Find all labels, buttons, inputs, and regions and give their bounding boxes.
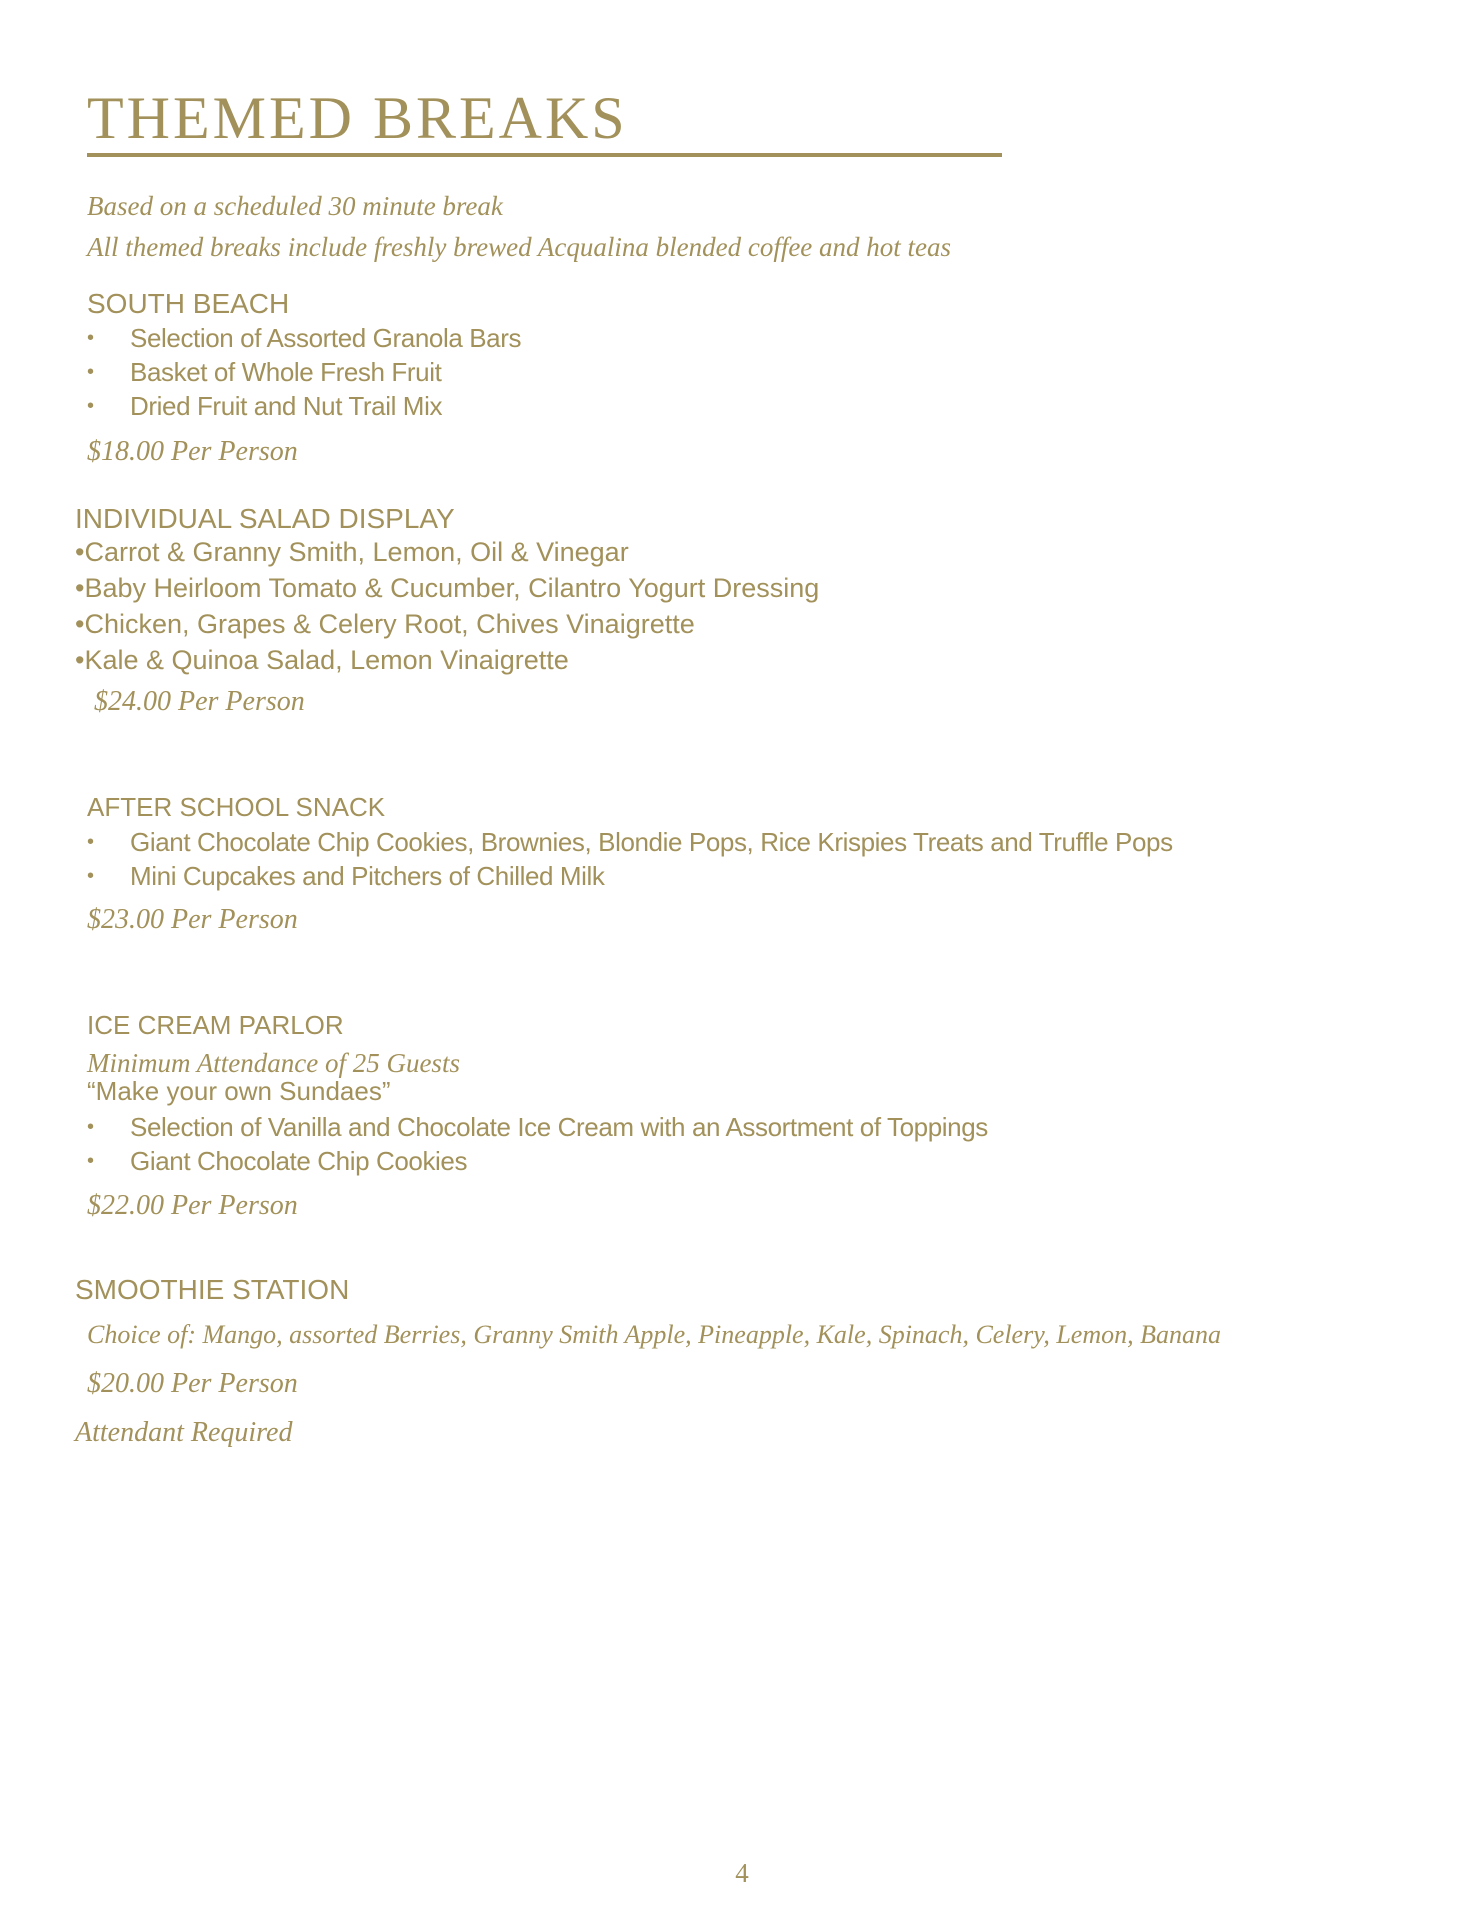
salad-display-price: $24.00 Per Person [94,686,305,717]
list-item-text: Dried Fruit and Nut Trail Mix [130,391,443,421]
salad-display-heading: INDIVIDUAL SALAD DISPLAY [75,503,455,534]
page-title: THEMED BREAKS [87,85,628,151]
list-item: •Baby Heirloom Tomato & Cucumber, Cilantro Yogurt Dressing [75,573,820,603]
smoothie-price: $20.00 Per Person [87,1368,298,1399]
coffee-tea-note: All themed breaks include freshly brewed Acqualina blended coffee and hot teas [87,232,952,262]
after-school-price: $23.00 Per Person [87,904,298,935]
bullet-icon: • [87,361,94,383]
ice-cream-price: $22.00 Per Person [87,1190,298,1221]
ice-cream-minimum-note: Minimum Attendance of 25 Guests [87,1048,460,1078]
bullet-icon: • [87,327,94,349]
smoothie-choice: Choice of: Mango, assorted Berries, Granny Smith Apple, Pineapple, Kale, Spinach, Celery, Lemon, Banana [87,1320,1221,1349]
bullet-icon: • [87,1150,94,1172]
attendant-note: Attendant Required [75,1417,293,1448]
list-item-text: Basket of Whole Fresh Fruit [130,357,442,387]
list-item-text: Mini Cupcakes and Pitchers of Chilled Milk [130,861,605,891]
ice-cream-tagline: “Make your own Sundaes” [87,1076,391,1106]
list-item: •Kale & Quinoa Salad, Lemon Vinaigrette [75,645,569,675]
south-beach-price: $18.00 Per Person [87,436,298,467]
bullet-icon: • [87,395,94,417]
bullet-icon: • [87,831,94,853]
salad-display-list [75,534,819,678]
bullet-icon: • [87,1116,94,1138]
list-item: •Carrot & Granny Smith, Lemon, Oil & Vinegar [75,537,629,567]
after-school-heading: AFTER SCHOOL SNACK [87,792,386,822]
list-item-text: Giant Chocolate Chip Cookies [130,1146,468,1176]
bullet-icon: • [87,865,94,887]
south-beach-heading: SOUTH BEACH [87,288,290,319]
list-item-text: Giant Chocolate Chip Cookies, Brownies, Blondie Pops, Rice Krispies Treats and Truffle Pops [130,827,1173,857]
list-item: •Chicken, Grapes & Celery Root, Chives Vinaigrette [75,609,695,639]
title-underline [87,153,1002,157]
page-number: 4 [735,1858,749,1888]
list-item-text: Selection of Assorted Granola Bars [130,323,522,353]
break-duration-note: Based on a scheduled 30 minute break [87,191,503,221]
list-item-text: Selection of Vanilla and Chocolate Ice Cream with an Assortment of Toppings [130,1112,988,1142]
smoothie-heading: SMOOTHIE STATION [75,1274,350,1305]
ice-cream-heading: ICE CREAM PARLOR [87,1010,344,1040]
